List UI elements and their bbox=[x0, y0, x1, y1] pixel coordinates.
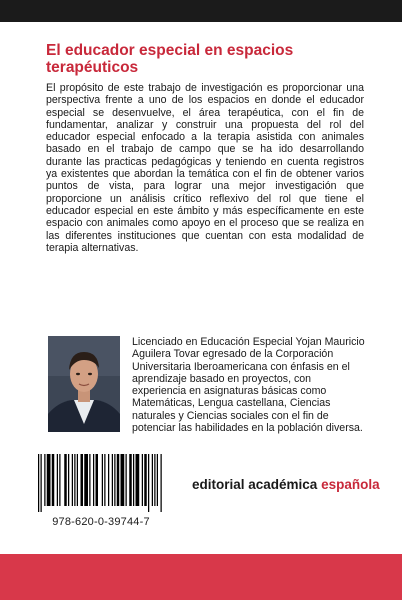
barcode-bar bbox=[41, 454, 42, 512]
barcode-bar bbox=[152, 454, 153, 506]
publisher-name bbox=[192, 477, 382, 492]
barcode-bar bbox=[129, 454, 132, 506]
author-portrait-image bbox=[48, 336, 120, 432]
barcode-bar bbox=[57, 454, 58, 506]
barcode-bar bbox=[102, 454, 103, 506]
barcode-bar bbox=[133, 454, 134, 506]
barcode-bars bbox=[38, 454, 164, 512]
barcode-bar bbox=[157, 454, 158, 506]
barcode-bar bbox=[44, 454, 45, 506]
bottom-band bbox=[0, 554, 402, 600]
barcode-bar bbox=[161, 454, 162, 512]
barcode-bar bbox=[74, 454, 75, 506]
top-band bbox=[0, 0, 402, 22]
barcode-bar bbox=[77, 454, 78, 506]
barcode-bar bbox=[84, 454, 88, 506]
barcode-bar bbox=[59, 454, 60, 506]
barcode-bar bbox=[47, 454, 51, 506]
barcode-bar bbox=[112, 454, 113, 506]
author-photo bbox=[48, 336, 120, 432]
barcode-bar bbox=[148, 454, 149, 512]
barcode-bar bbox=[89, 454, 90, 506]
barcode-bar bbox=[104, 454, 105, 506]
barcode-bar bbox=[121, 454, 125, 506]
barcode-bar bbox=[114, 454, 115, 506]
barcode-bar bbox=[93, 454, 94, 506]
barcode-bar bbox=[136, 454, 140, 506]
barcode-bar bbox=[142, 454, 143, 506]
book-abstract: El propósito de este trabajo de investigación es proporcionar una perspectiva frente a uno de los espacios en donde el educador especial se desenvuelve, el área terapéutica, con el fin de fundamentar, analizar y construir una propuesta del rol del educador especial enfocado a la terapia asistida con animales basado en el trabajo de campo que se ha ido desarrollando durante las practicas pedagógicas y teniendo en cuenta registros ya existentes que abordan la temática con el fin de obtener varios puntos de vista, para lograr una mejor investigación que proporcione un análisis crítico reflexivo del rol que tiene el educador especial en este ámbito y más específicamente en este espacio con animales como apoyo en el proceso que se realiza en las diferentes instituciones que cuentan con esta modalidad de terapia alternativas. bbox=[46, 82, 364, 254]
barcode-bar bbox=[154, 454, 155, 506]
author-biography: Licenciado en Educación Especial Yojan Mauricio Aguilera Tovar egresado de la Corporación Universitaria Iberoamericana con énfasis en el aprendizaje basado en proyectos, con experiencia en asignaturas básicas como Matemáticas, Lengua castellana, Ciencias naturales y Ciencias sociales con el fin de potenciar las habilidades en la población diversa. bbox=[132, 336, 365, 435]
isbn-number: 978-620-0-39744-7 bbox=[52, 516, 150, 528]
barcode-bar bbox=[117, 454, 120, 506]
barcode-bar bbox=[64, 454, 67, 506]
barcode-bar bbox=[108, 454, 109, 506]
book-title: El educador especial en espacios terapéuticos bbox=[46, 42, 294, 76]
barcode-bar bbox=[81, 454, 84, 506]
barcode-bar bbox=[52, 454, 55, 506]
barcode-bar bbox=[72, 454, 73, 506]
barcode-bar bbox=[68, 454, 69, 506]
barcode-bar bbox=[38, 454, 39, 512]
barcode-bar bbox=[126, 454, 127, 506]
barcode-bar bbox=[144, 454, 147, 506]
publisher-name-accent: española bbox=[321, 477, 380, 492]
publisher-name-main: editorial académica bbox=[192, 477, 322, 492]
barcode-bar bbox=[96, 454, 99, 506]
